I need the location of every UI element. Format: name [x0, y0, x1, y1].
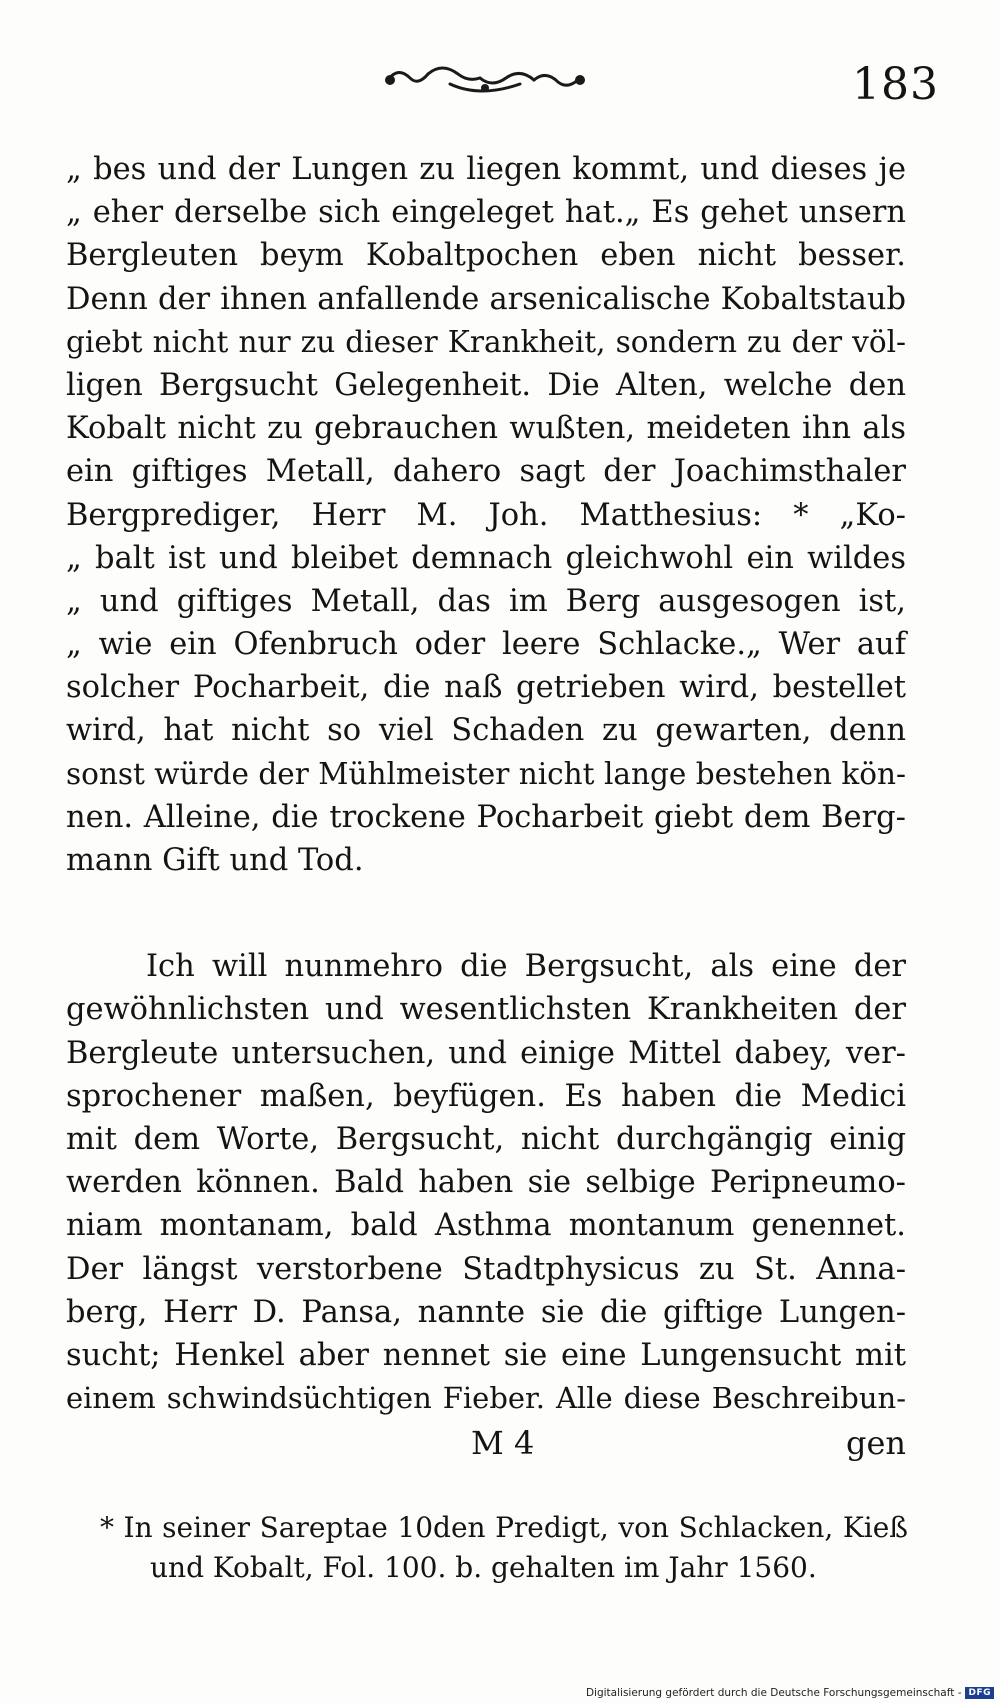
catchword: gen [845, 1424, 906, 1462]
text-line: mann Gift und Tod. [66, 843, 364, 878]
text-line: Ich will nunmehro die Bergsucht, als eine der [146, 949, 906, 985]
header-ornament [380, 60, 590, 100]
text-line: „ eher derselbe sich eingeleget hat.„ Es gehet unsern [66, 195, 906, 231]
text-line: „ balt ist und bleibet demnach gleichwohl ein wildes [66, 540, 906, 576]
text-line: wird, hat nicht so viel Schaden zu gewarten, denn [66, 713, 906, 749]
text-line: „ bes und der Lungen zu liegen kommt, und dieses je [66, 152, 906, 187]
paragraph-gap [66, 882, 906, 945]
footnote-line: und Kobalt, Fol. 100. b. gehalten im Jahr 1560. [150, 1551, 817, 1584]
text-line: solcher Pocharbeit, die naß getrieben wird, bestellet [66, 670, 906, 706]
paragraph-1 [66, 148, 906, 882]
dfg-logo: DFG [965, 1687, 994, 1699]
text-line: ligen Bergsucht Gelegenheit. Die Alten, welche den [66, 367, 906, 403]
text-line: „ und giftiges Metall, das im Berg ausgesogen ist, [66, 583, 906, 619]
text-line: Bergprediger, Herr M. Joh. Matthesius: * „Ko- [66, 497, 906, 533]
page-number: 183 [852, 59, 939, 110]
text-line: sucht; Henkel aber nennet sie eine Lungensucht mit [66, 1337, 906, 1373]
body-text [66, 148, 906, 1420]
digitization-credit [586, 1687, 994, 1699]
text-line: Bergleuten beym Kobaltpochen eben nicht besser. [66, 238, 906, 274]
text-line: gewöhnlichsten und wesentlichsten Krankheiten der [66, 992, 906, 1028]
page-footer-row [66, 1418, 906, 1468]
footnote [100, 1508, 908, 1588]
digitization-credit-text: Digitalisierung gefördert durch die Deutsche Forschungsgemeinschaft - [585, 1687, 962, 1699]
text-line: ein giftiges Metall, dahero sagt der Joachimsthaler [66, 454, 906, 490]
text-line: sonst würde der Mühlmeister nicht lange bestehen kön- [66, 756, 906, 791]
signature-mark: M 4 [471, 1424, 535, 1462]
text-line: sprochener maßen, beyfügen. Es haben die Medici [66, 1078, 906, 1114]
text-line: Der längst verstorbene Stadtphysicus zu St. Anna- [66, 1251, 906, 1287]
text-line: mit dem Worte, Bergsucht, nicht durchgängig einig [66, 1121, 906, 1157]
text-line: berg, Herr D. Pansa, nannte sie die giftige Lungen- [66, 1294, 906, 1330]
text-line: werden können. Bald haben sie selbige Peripneumo- [66, 1165, 906, 1201]
text-line: einem schwindsüchtigen Fieber. Alle diese Beschreibun- [66, 1381, 906, 1416]
text-line: Bergleute untersuchen, und einige Mittel dabey, ver- [66, 1035, 906, 1071]
text-line: nen. Alleine, die trockene Pocharbeit giebt dem Berg- [66, 799, 906, 835]
paragraph-2 [66, 945, 906, 1420]
text-line: „ wie ein Ofenbruch oder leere Schlacke.„ Wer auf [66, 627, 906, 663]
text-line: Denn der ihnen anfallende arsenicalische Kobaltstaub [66, 281, 906, 317]
footnote-line: * In seiner Sareptae 10den Predigt, von Schlacken, Kieß [100, 1511, 908, 1544]
text-line: niam montanam, bald Asthma montanum genennet. [66, 1208, 906, 1244]
text-line: Kobalt nicht zu gebrauchen wußten, meideten ihn als [66, 411, 906, 447]
text-line: giebt nicht nur zu dieser Krankheit, sondern zu der völ- [66, 324, 906, 359]
